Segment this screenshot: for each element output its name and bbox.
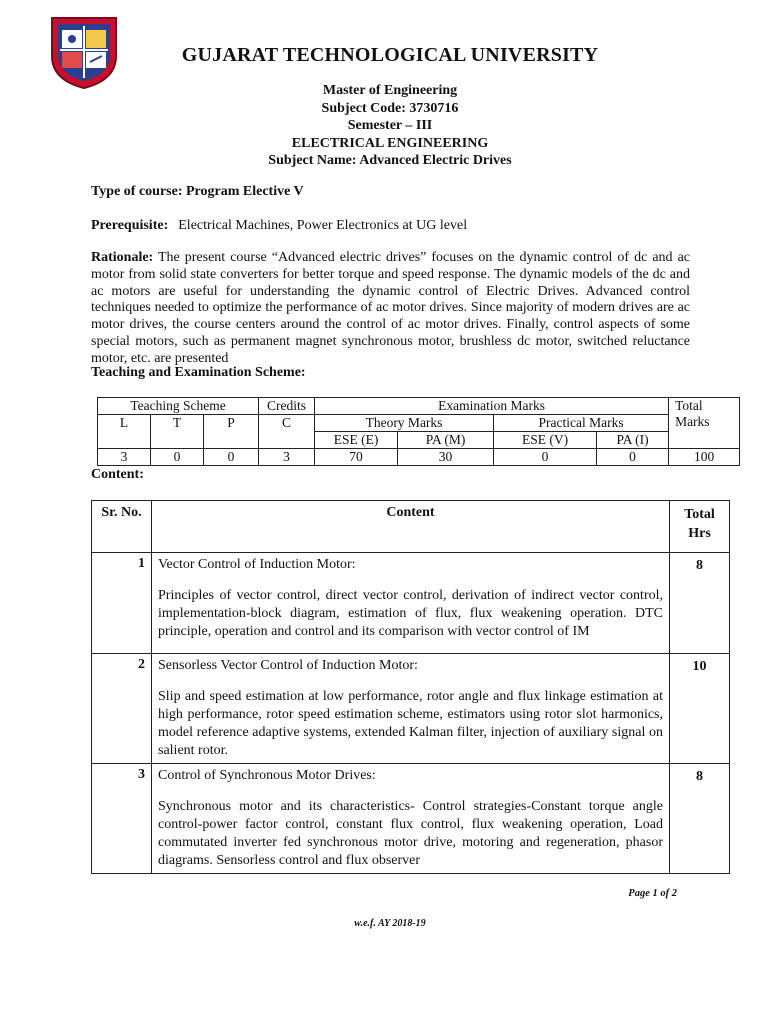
row-topic: Control of Synchronous Motor Drives: (158, 768, 376, 783)
pa-i-value: 0 (597, 449, 669, 466)
p-value: 0 (204, 449, 259, 466)
exam-marks-header: Examination Marks (315, 398, 669, 415)
table-row (92, 654, 730, 764)
p-header: P (204, 415, 259, 449)
total-value: 100 (669, 449, 740, 466)
row-content (152, 764, 670, 874)
pa-i-header: PA (I) (597, 432, 669, 449)
sr-no-header: Sr. No. (92, 501, 152, 553)
ese-v-value: 0 (494, 449, 597, 466)
subject-name: Subject Name: Advanced Electric Drives (268, 153, 512, 168)
l-value: 3 (98, 449, 151, 466)
content-label: Content: (91, 467, 144, 482)
row-sr: 2 (92, 654, 152, 764)
pa-m-value: 30 (398, 449, 494, 466)
table-row (92, 553, 730, 654)
semester: Semester – III (347, 118, 433, 133)
subject-header (0, 82, 768, 170)
ese-e-value: 70 (315, 449, 398, 466)
teaching-scheme-title: Teaching and Examination Scheme: (91, 365, 306, 380)
prerequisite-value: Electrical Machines, Power Electronics at UG level (178, 218, 468, 233)
rationale-label: Rationale: (91, 250, 154, 265)
row-content (152, 654, 670, 764)
credits-header: Credits (259, 398, 315, 415)
page-number: Page 1 of 2 (628, 888, 677, 899)
row-content (152, 553, 670, 654)
row-desc: Synchronous motor and its characteristics- Control strategies-Constant torque angle control-power factor control, constant flux control, flux weakening operation, Load commutated inverter fed synchronous motor drive, motoring and regeneration, phasor diagrams. Sensorless control and flux observer (158, 799, 663, 868)
t-value: 0 (151, 449, 204, 466)
t-header: T (151, 415, 204, 449)
l-header: L (98, 415, 151, 449)
teaching-scheme-header: Teaching Scheme (98, 398, 259, 415)
program: Master of Engineering (322, 83, 458, 98)
row-hrs: 8 (670, 553, 730, 654)
row-hrs: 10 (670, 654, 730, 764)
table-row (92, 764, 730, 874)
teaching-scheme-table (97, 397, 740, 466)
ese-e-header: ESE (E) (315, 432, 398, 449)
subject-code: Subject Code: 3730716 (321, 100, 459, 116)
c-value: 3 (259, 449, 315, 466)
c-header: C (259, 415, 315, 449)
row-topic: Vector Control of Induction Motor: (158, 557, 356, 572)
ese-v-header: ESE (V) (494, 432, 597, 449)
branch: ELECTRICAL ENGINEERING (291, 135, 489, 151)
total-hrs-header: Total Hrs (670, 501, 730, 553)
row-sr: 3 (92, 764, 152, 874)
prerequisite (91, 218, 690, 234)
pa-m-header: PA (M) (398, 432, 494, 449)
rationale-text: The present course “Advanced electric drives” focuses on the dynamic control of dc and ac motor from solid state converters for better torque and speed response. The dynamic models of the dc and ac motors are useful for understanding the dynamic control of Electric Drives. Advanced control techniques needed to optimize the performance of ac motor drives. Since majority of modern drives are ac motor drives, the course centers around the control of ac motor drives. Finally, control aspects of some special motors, such as permanent magnet synchronous motor, brushless dc motor, switched reluctance motor, etc. are presented (91, 250, 690, 366)
content-table (91, 500, 730, 874)
university-name: GUJARAT TECHNOLOGICAL UNIVERSITY (181, 44, 599, 66)
row-desc: Slip and speed estimation at low performance, rotor angle and flux linkage estimation at high performance, rotor speed estimation scheme, estimators using rotor slot harmonics, model reference adaptive systems, extended Kalman filter, injection of auxiliary signal on salient rotor. (158, 689, 663, 758)
course-type: Type of course: Program Elective V (91, 184, 304, 199)
row-topic: Sensorless Vector Control of Induction Motor: (158, 658, 418, 673)
prerequisite-label: Prerequisite: (91, 218, 169, 233)
rationale (91, 250, 690, 368)
content-header: Content (152, 501, 670, 553)
content-header-row (92, 501, 730, 553)
row-hrs: 8 (670, 764, 730, 874)
total-marks-header: Total Marks (669, 398, 740, 449)
row-desc: Principles of vector control, direct vector control, derivation of indirect vector control, implementation-block diagram, estimation of flux, flux weakening operation. DTC principle, operation and control and its comparison with vector control of IM (158, 588, 663, 639)
effective-date: w.e.f. AY 2018-19 (354, 918, 426, 929)
theory-header: Theory Marks (315, 415, 494, 432)
row-sr: 1 (92, 553, 152, 654)
practical-header: Practical Marks (494, 415, 669, 432)
